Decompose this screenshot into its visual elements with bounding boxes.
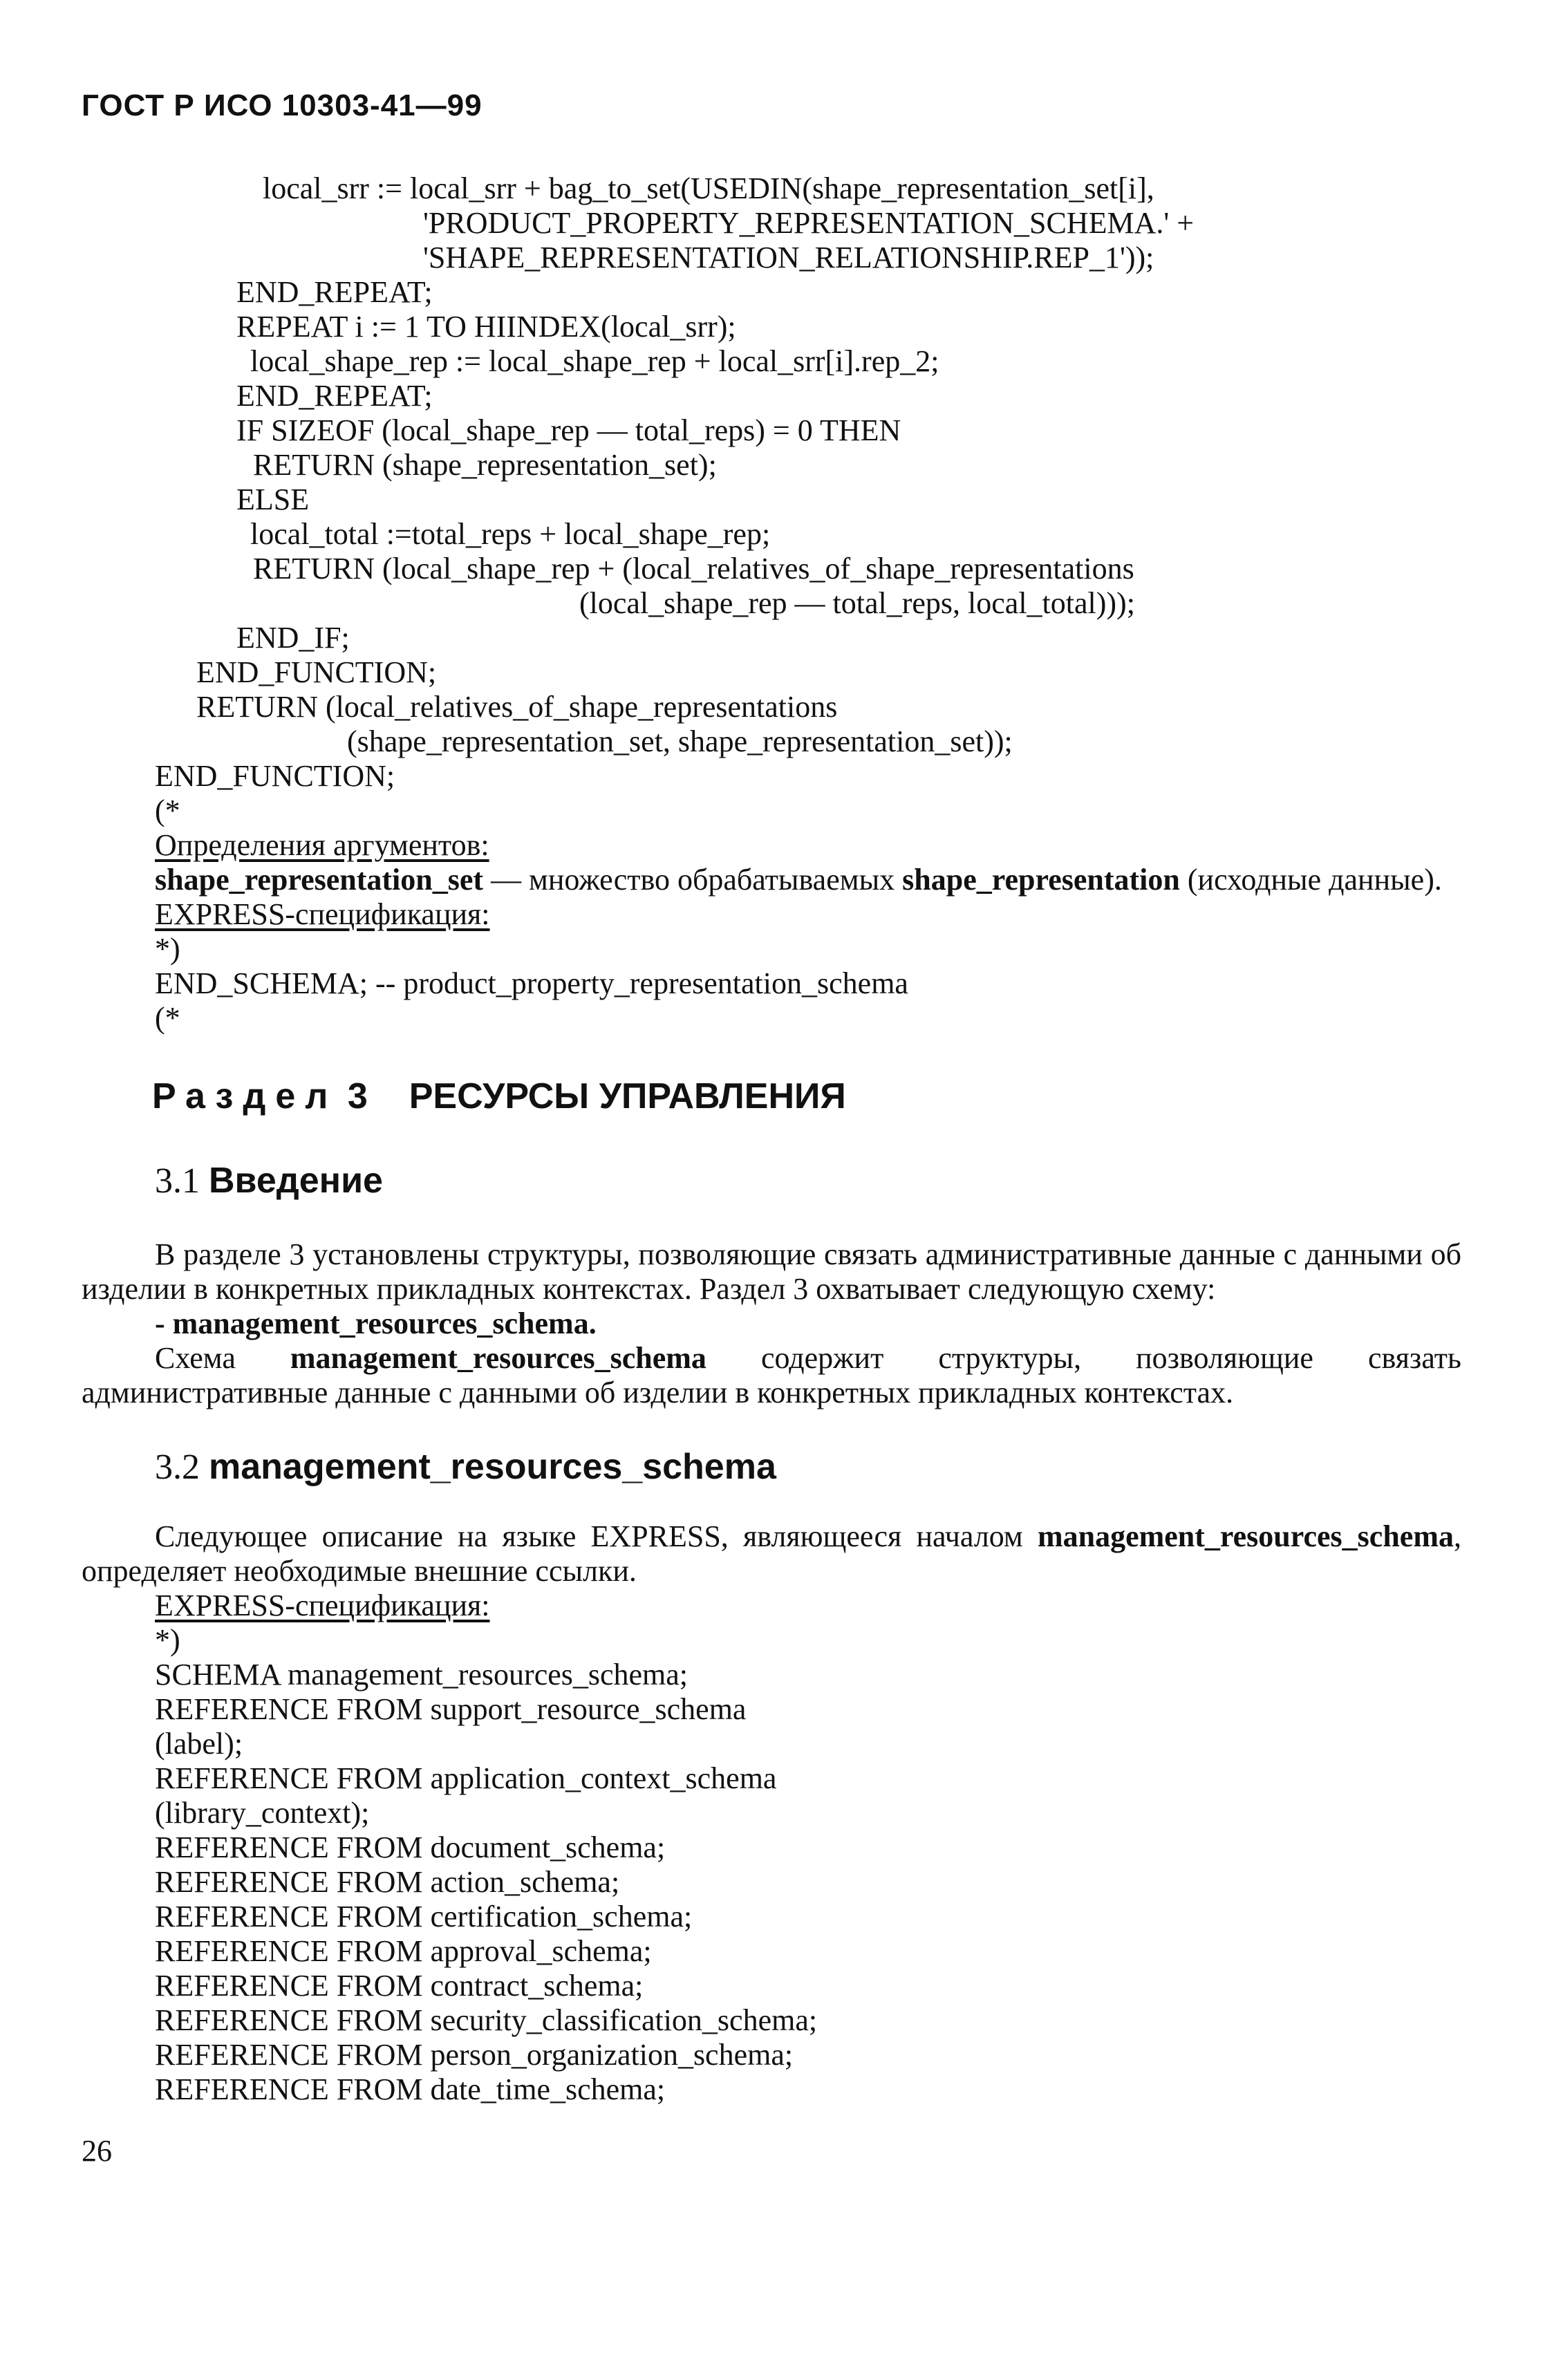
code-line: RETURN (shape_representation_set); — [253, 448, 717, 482]
code-line: REFERENCE FROM date_time_schema; — [155, 2072, 666, 2106]
code-line: (shape_representation_set, shape_representation_set)); — [347, 724, 1013, 758]
code-line: local_srr := local_srr + bag_to_set(USEDIN(shape_representation_set[i], — [263, 171, 1154, 205]
code-line: (* — [155, 1001, 180, 1035]
code-line: *) — [155, 932, 180, 966]
code-line: REFERENCE FROM action_schema; — [155, 1865, 620, 1899]
subsection-title: Введение — [209, 1161, 383, 1201]
code-line: REFERENCE FROM document_schema; — [155, 1830, 666, 1864]
code-line: REFERENCE FROM certification_schema; — [155, 1900, 693, 1933]
subsection-number: 3.1 — [155, 1161, 200, 1201]
code-line: END_FUNCTION; — [155, 759, 395, 793]
code-line: (library_context); — [155, 1796, 370, 1830]
code-line: END_REPEAT; — [236, 275, 433, 309]
schema-term: management_resources_schema — [290, 1341, 706, 1375]
code-line: RETURN (local_shape_rep + (local_relatives_of_shape_representations — [253, 552, 1134, 585]
code-line: END_SCHEMA; -- product_property_representation_schema — [155, 966, 908, 1000]
code-line: local_shape_rep := local_shape_rep + local_srr[i].rep_2; — [250, 344, 939, 378]
document-header: ГОСТ Р ИСО 10303-41—99 — [82, 88, 483, 122]
code-line: END_REPEAT; — [236, 379, 433, 413]
schema-list-item: - management_resources_schema. — [155, 1306, 597, 1340]
code-line: REFERENCE FROM person_organization_schema; — [155, 2038, 794, 2072]
argument-term: shape_representation_set — [155, 863, 484, 897]
code-line: ELSE — [236, 482, 310, 516]
express-description-paragraph — [82, 1519, 1461, 1589]
code-line: *) — [155, 1623, 180, 1657]
code-line: REFERENCE FROM contract_schema; — [155, 1969, 644, 2003]
argument-text: — множество обрабатываемых — [483, 863, 903, 897]
section-word: Раздел — [152, 1076, 338, 1116]
code-line: IF SIZEOF (local_shape_rep — total_reps) = 0 THEN — [236, 413, 901, 447]
code-line: REFERENCE FROM support_resource_schema — [155, 1692, 747, 1726]
section-heading — [152, 1076, 846, 1117]
subsection-heading — [155, 1446, 776, 1488]
code-line: (local_shape_rep — total_reps, local_total))); — [579, 586, 1135, 620]
schema-term: management_resources_schema — [1037, 1519, 1454, 1553]
paragraph-text: Схема — [155, 1341, 290, 1375]
code-line: REPEAT i := 1 TO HIINDEX(local_srr); — [236, 310, 736, 344]
subsection-number: 3.2 — [155, 1447, 200, 1487]
schema-description-paragraph — [82, 1341, 1461, 1410]
code-line: END_FUNCTION; — [196, 655, 437, 689]
code-line: (* — [155, 794, 180, 827]
code-line: local_total :=total_reps + local_shape_rep; — [250, 517, 771, 551]
code-line: REFERENCE FROM application_context_schema — [155, 1761, 777, 1795]
arguments-heading: Определения аргументов: — [155, 828, 489, 862]
subsection-title: management_resources_schema — [209, 1447, 776, 1487]
code-line: REFERENCE FROM approval_schema; — [155, 1934, 652, 1968]
paragraph-text: содержит структуры, позволяющие связать административные данные с данными об изделии в конкретных прикладных контекстах. — [82, 1341, 1462, 1409]
code-line: 'SHAPE_REPRESENTATION_RELATIONSHIP.REP_1')); — [423, 241, 1154, 274]
intro-paragraph: В разделе 3 установлены структуры, позволяющие связать административные данные с данными об изделии в конкретных прикладных контекстах. Раздел 3 охватывает следующую схему: — [82, 1237, 1461, 1306]
argument-term-2: shape_representation — [902, 863, 1180, 897]
argument-tail: (исходные данные). — [1179, 863, 1442, 897]
page-number: 26 — [82, 2134, 112, 2168]
section-title: РЕСУРСЫ УПРАВЛЕНИЯ — [409, 1076, 846, 1116]
code-line: END_IF; — [236, 621, 350, 655]
argument-definition — [155, 863, 1442, 897]
code-line: (label); — [155, 1727, 243, 1761]
subsection-heading — [155, 1160, 383, 1202]
code-line: REFERENCE FROM security_classification_schema; — [155, 2003, 818, 2037]
express-spec-label: EXPRESS-спецификация: — [155, 897, 490, 931]
code-line: 'PRODUCT_PROPERTY_REPRESENTATION_SCHEMA.' + — [423, 206, 1195, 240]
paragraph-text: , определяет необходимые внешние ссылки. — [82, 1519, 1461, 1588]
section-number: 3 — [347, 1076, 368, 1116]
paragraph-text: Следующее описание на языке EXPRESS, являющееся началом — [155, 1519, 1038, 1553]
express-spec-label: EXPRESS-спецификация: — [155, 1589, 490, 1622]
code-line: SCHEMA management_resources_schema; — [155, 1658, 689, 1692]
code-line: RETURN (local_relatives_of_shape_representations — [196, 690, 838, 724]
